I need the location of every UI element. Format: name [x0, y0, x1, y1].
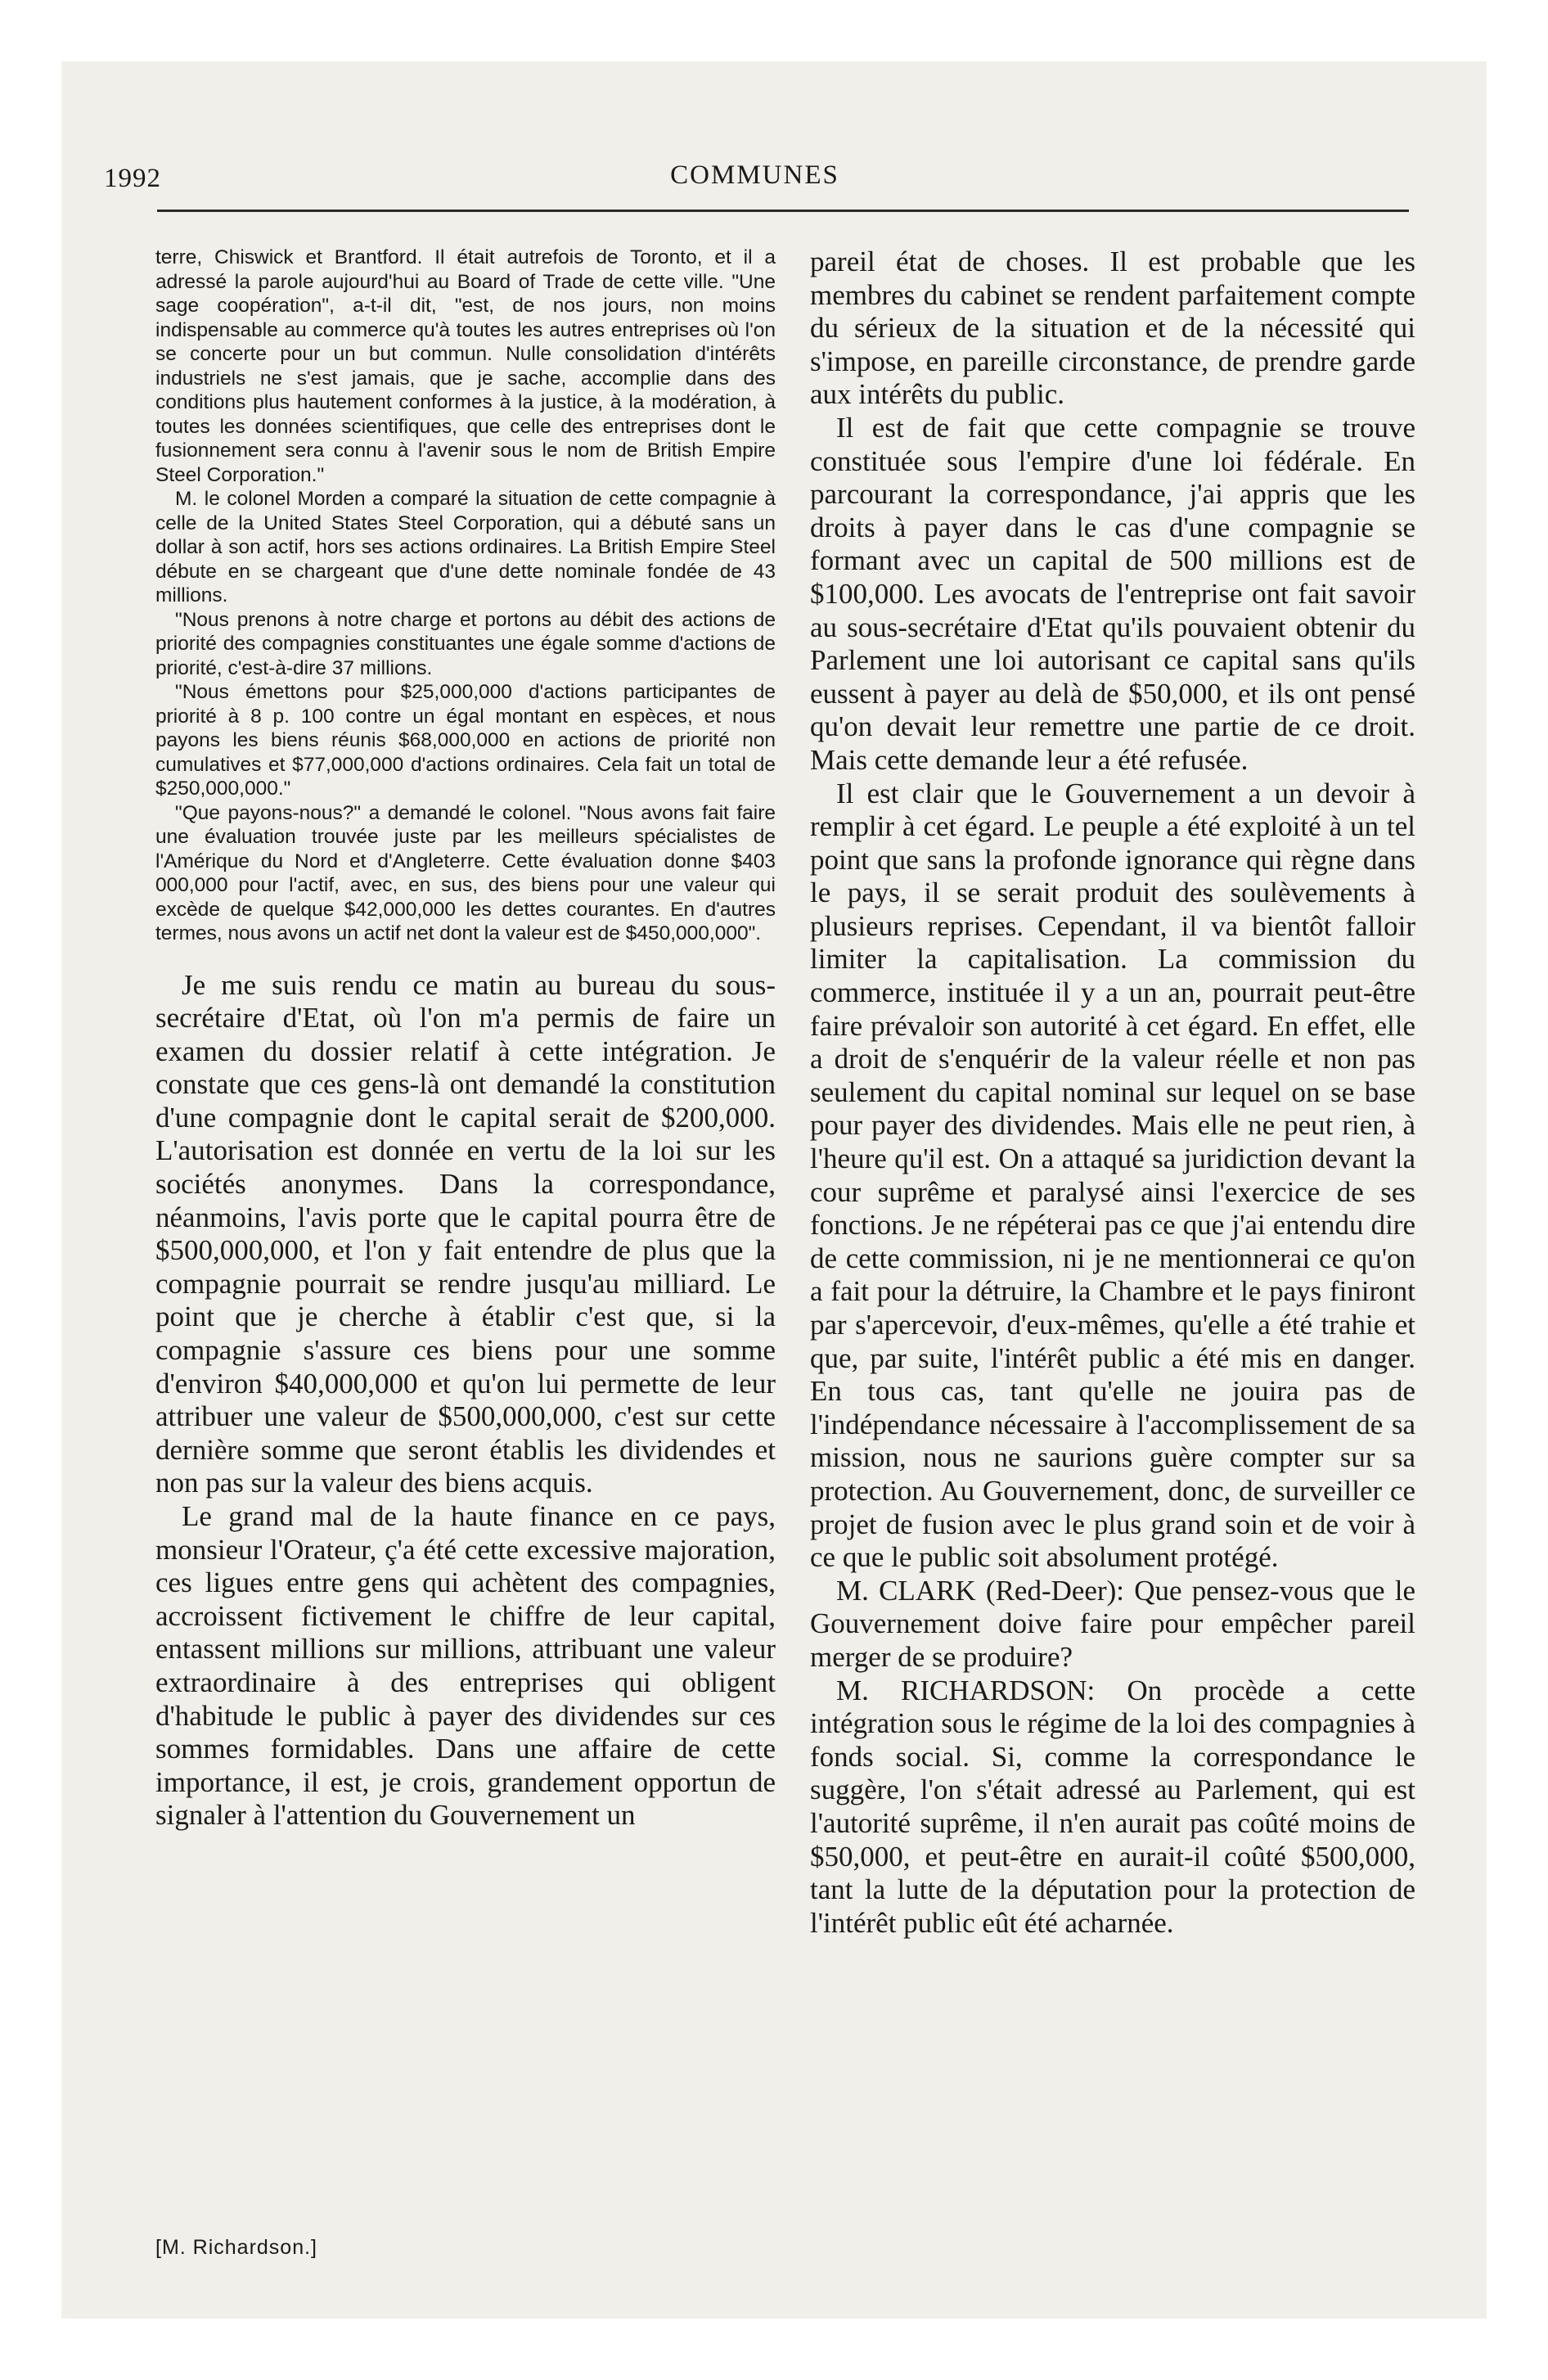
quote-paragraph: terre, Chiswick et Brantford. Il était autrefois de Toronto, et il a adressé la parole aujourd'hui au Board of Trade de cette ville. "Une sage coopération", a-t-il dit, "est, de nos jours, non moins indispensable au commerce qu'à toutes les autres entreprises où l'on se concerte pour un but commun. Nulle consolidation d'intérêts industriels ne s'est jamais, que je sache, accomplie dans des conditions plus hautement conformes à la justice, à la modération, à toutes les données scientifiques, que celle des entreprises dont le fusionnement sera connu à l'avenir sous le nom de British Empire Steel Corporation.": [155, 246, 776, 486]
body-paragraph: pareil état de choses. Il est probable que les membres du cabinet se rendent parfaitement compte du sérieux de la situation et de la nécessité qui s'impose, en pareille circonstance, de prendre garde aux intérêts du public.: [810, 246, 1415, 411]
header-rule: [157, 210, 1409, 212]
quote-paragraph: "Nous émettons pour $25,000,000 d'actions participantes de priorité à 8 p. 100 contre un égal montant en espèces, et nous payons les biens réunis $68,000,000 en actions de priorité non cumulatives et $77,000,000 d'actions ordinaires. Cela fait un total de $250,000,000.": [155, 681, 776, 800]
body-paragraph: Il est de fait que cette compagnie se trouve constituée sous l'empire d'une loi fédérale. En parcourant la correspondance, j'ai appris que les droits à payer dans le cas d'une compagnie se formant avec un capital de 500 millions est de $100,000. Les avocats de l'entreprise ont fait savoir au sous-secrétaire d'Etat qu'ils pouvaient obtenir du Parlement une loi autorisant ce capital sans qu'ils eussent à payer au delà de $50,000, et ils ont pensé qu'on devait leur remettre une partie de ce droit. Mais cette demande leur a été refusée.: [810, 411, 1415, 776]
running-title: COMMUNES: [670, 160, 839, 190]
speaker-note: [M. Richardson.]: [155, 2236, 318, 2259]
quote-paragraph: "Nous prenons à notre charge et portons au débit des actions de priorité des compagnies constituantes une égale somme d'actions de priorité, c'est-à-dire 37 millions.: [155, 608, 776, 679]
quote-paragraph: M. le colonel Morden a comparé la situation de cette compagnie à celle de la United States Steel Corporation, qui a débuté sans un dollar à son actif, hors ses actions ordinaires. La British Empire Steel débute en se chargeant que d'une dette nominale fondée de 43 millions.: [155, 488, 776, 606]
quoted-report: [155, 246, 776, 946]
page-header: [94, 157, 1415, 206]
body-paragraph: Il est clair que le Gouvernement a un devoir à remplir à cet égard. Le peuple a été exploité à un tel point que sans la profonde ignorance qui règne dans le pays, il se serait produit des soulèvements à plusieurs reprises. Cependant, il va bientôt falloir limiter la capitalisation. La commission du commerce, instituée il y a un an, pourrait peut-être faire prévaloir son autorité à cet égard. En effet, elle a droit de s'enquérir de la valeur réelle et non pas seulement du capital nominal sur lequel on se base pour payer des dividendes. Mais elle ne peut rien, à l'heure qu'il est. On a attaqué sa juridiction devant la cour suprême et paralysé ainsi l'exercice de ses fonctions. Je ne répéterai pas ce que j'ai entendu dire de cette commission, ni je ne mentionnerai ce qu'on a fait pour la détruire, la Chambre et le pays finiront par s'apercevoir, d'eux-mêmes, qu'elle a été trahie et que, par suite, l'intérêt public a été mis en danger. En tous cas, tant qu'elle ne jouira pas de l'indépendance nécessaire à l'accomplissement de sa mission, nous ne saurions guère compter sur sa protection. Au Gouvernement, donc, de surveiller ce projet de fusion avec le plus grand soin et de voir à ce que le public soit absolument protégé.: [810, 777, 1415, 1574]
body-paragraph: Le grand mal de la haute finance en ce pays, monsieur l'Orateur, ç'a été cette excessive majoration, ces ligues entre gens qui achètent des compagnies, accroissent fictivement le chiffre de leur capital, entassent millions sur millions, attribuant une valeur extraordinaire à des entreprises qui obligent d'habitude le public à payer des dividendes sur ces sommes formidables. Dans une affaire de cette importance, il est, je crois, grandement opportun de signaler à l'attention du Gouvernement un: [155, 1500, 776, 1832]
left-column: [155, 246, 776, 1832]
quote-paragraph: "Que payons-nous?" a demandé le colonel. "Nous avons fait faire une évaluation trouvée juste par les meilleurs spécialistes de l'Amérique du Nord et d'Angleterre. Cette évaluation donne $403 000,000 pour l'actif, avec, en sus, des biens pour une valeur qui excède de quelque $42,000,000 les dettes courantes. En d'autres termes, nous avons un actif net dont la valeur est de $450,000,000".: [155, 801, 776, 944]
body-paragraph: Je me suis rendu ce matin au bureau du sous-secrétaire d'Etat, où l'on m'a permis de faire un examen du dossier relatif à cette intégration. Je constate que ces gens-là ont demandé la constitution d'une compagnie dont le capital serait de $200,000. L'autorisation est donnée en vertu de la loi sur les sociétés anonymes. Dans la correspondance, néanmoins, l'avis porte que le capital pourra être de $500,000,000, et l'on y fait entendre de plus que la compagnie pourrait se rendre jusqu'au milliard. Le point que je cherche à établir c'est que, si la compagnie s'assure ces biens pour une somme d'environ $40,000,000 et qu'on lui permette de leur attribuer une valeur de $500,000,000, c'est sur cette dernière somme que seront établis les dividendes et non pas sur la valeur des biens acquis.: [155, 968, 776, 1499]
right-column: [810, 246, 1415, 1940]
page-number: 1992: [104, 164, 161, 193]
speaker-answer: M. RICHARDSON: On procède a cette intégration sous le régime de la loi des compagnies à fonds social. Si, comme la correspondance le suggère, l'on s'était adressé au Parlement, qui est l'autorité suprême, il n'en aurait pas coûté moins de $50,000, et peut-être en aurait-il coûté $500,000, tant la lutte de la députation pour la protection de l'intérêt public eût été acharnée.: [810, 1674, 1415, 1939]
speaker-question: M. CLARK (Red-Deer): Que pensez-vous que le Gouvernement doive faire pour empêcher pareil merger de se produire?: [810, 1574, 1415, 1673]
